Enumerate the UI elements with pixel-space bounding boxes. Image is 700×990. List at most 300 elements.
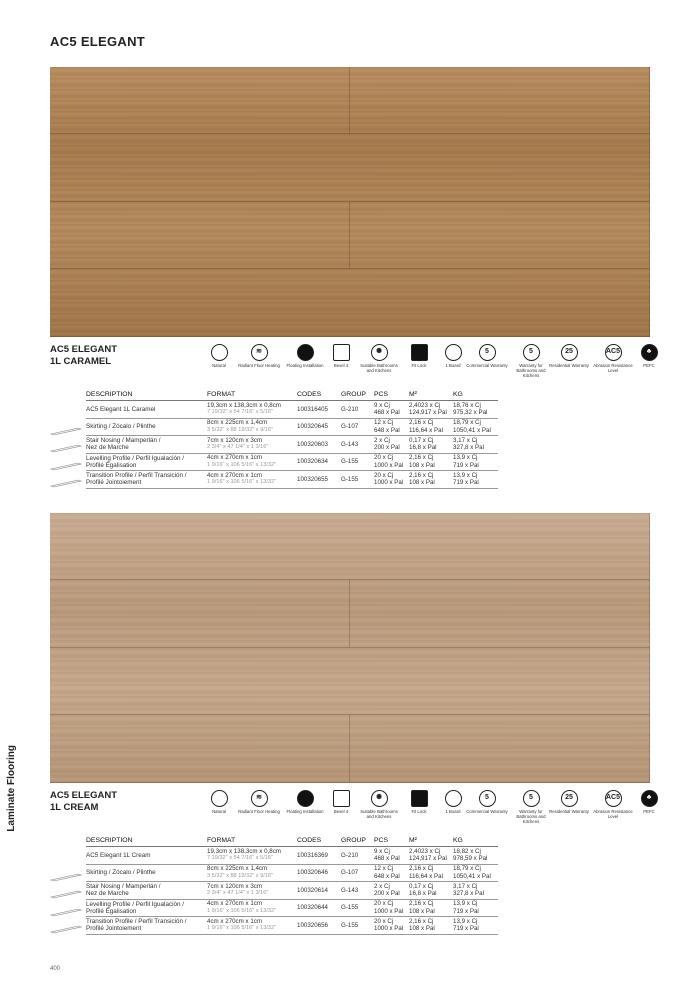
cell-desc [86,455,207,469]
cell-code [297,852,341,859]
cell-line: 100320603 [297,440,328,448]
cell-code [297,904,341,911]
cell-line: 3,17 x Cj [453,882,478,890]
cell-line: 0,17 x Cj [409,882,434,890]
cell-m2 [409,472,453,487]
bathrooms-kitchens-icon-item [358,344,400,373]
column-header: GROUP [341,391,366,398]
cell-line: 200 x Pal [374,444,400,452]
table-row [86,847,498,865]
table-row [86,865,498,883]
fit-lock-icon [411,344,428,361]
bathroom-kitchen-warranty-icon: 5 [523,344,540,361]
cell-line: 2 x Cj [374,882,390,890]
cell-line: Profilé Égalisation [86,461,137,469]
cell-line: 100320645 [297,423,328,431]
floating-installation-icon [297,790,314,807]
cell-grp [341,922,374,929]
cell-line: 1000 x Pal [374,479,404,487]
cell-line: 2,16 x Cj [409,917,434,925]
cell-kg [453,437,498,452]
cell-pcs [374,419,409,434]
cell-line: 7cm x 120cm x 3cm [207,436,263,444]
table-header [86,837,498,847]
cell-line: 975,32 x Pal [453,409,488,417]
cell-code [297,441,341,448]
natural-icon-item [198,344,240,368]
column-header: FORMAT [207,391,236,398]
cell-kg [453,454,498,469]
cell-kg [453,883,498,898]
profile-thumbnail [50,423,82,433]
cell-line: 1000 x Pal [374,907,404,915]
cell-line: 1 9/16" x 106 5/16" x 13/32" [207,907,277,914]
pefc-icon: ♣ [641,790,658,807]
cell-m2 [409,402,453,417]
cell-line: 3 5/32" x 88 19/32" x 9/16" [207,426,273,433]
bathrooms-kitchens-icon-item [358,790,400,819]
cell-fmt [207,848,297,863]
cell-m2 [409,900,453,915]
cell-fmt [207,472,297,487]
column-header: PCS [374,837,388,844]
cell-grp [341,476,374,483]
natural-icon [211,790,228,807]
cell-fmt [207,402,297,417]
cell-line: 116,64 x Pal [409,872,443,880]
cell-fmt [207,918,297,933]
column-header: FORMAT [207,837,236,844]
cell-kg [453,472,498,487]
cell-kg [453,419,498,434]
pefc-icon-item [628,344,670,368]
cell-line: Stair Nosing / Mamperlán / [86,437,161,445]
cell-line: 13,9 x Cj [453,900,478,908]
cell-line: AC5 Elegant 1L Cream [86,851,151,859]
cell-line: 327,8 x Pal [453,444,484,452]
cell-line: 2,4023 x Cj [409,401,441,409]
cell-line: 2,16 x Cj [409,454,434,462]
cell-line: 8cm x 225cm x 1,4cm [207,865,268,873]
natural-icon [211,344,228,361]
cell-line: 13,9 x Cj [453,454,478,462]
fit-lock-icon [411,790,428,807]
cell-kg [453,848,498,863]
cell-line: 468 x Pal [374,855,400,863]
cell-m2 [409,918,453,933]
cell-line: 124,917 x Pal [409,855,447,863]
profile-thumbnail [50,869,82,879]
bevel-icon [333,790,350,807]
cell-code [297,406,341,413]
cell-line: 100320634 [297,458,328,466]
column-header: DESCRIPTION [86,837,133,844]
table-row [86,882,498,900]
profile-thumbnail [50,904,82,914]
column-header: M² [409,391,417,398]
cell-pcs [374,437,409,452]
cell-line: 1 9/16" x 106 5/16" x 13/32" [207,461,277,468]
cell-code [297,458,341,465]
cell-kg [453,900,498,915]
spec-table-cream [86,837,498,935]
icon-label: Bevel 4 [333,363,349,368]
cell-kg [453,402,498,417]
cell-grp [341,458,374,465]
cell-line: 18,82 x Cj [453,847,481,855]
profile-thumbnail [50,475,82,485]
bathroom-kitchen-warranty-icon: 5 [523,790,540,807]
cell-line: G-155 [341,458,359,466]
commercial-warranty-icon: 5 [479,344,496,361]
table-row [86,900,498,918]
table-row [86,454,498,472]
cell-line: Nez de Marche [86,890,129,898]
cell-line: 108 x Pal [409,479,435,487]
cell-desc [86,918,207,932]
one-board-icon [445,790,462,807]
cell-line: Nez de Marche [86,444,129,452]
cell-line: AC5 Elegant 1L Caramel [86,405,156,413]
cell-line: 648 x Pal [374,872,400,880]
side-label [6,745,20,855]
table-row [86,917,498,935]
cell-grp [341,852,374,859]
cell-line: 108 x Pal [409,907,435,915]
cell-fmt [207,419,297,434]
cell-m2 [409,454,453,469]
cell-line: 100320644 [297,904,328,912]
cell-line: 13,9 x Cj [453,471,478,479]
profile-thumbnail [50,886,82,896]
icon-label: Residential Warranty [549,363,589,368]
radiant-floor-heating-icon-item [238,344,280,368]
cell-line: 2,16 x Cj [409,471,434,479]
cell-line: 2,4023 x Cj [409,847,441,855]
cell-line: 2,16 x Cj [409,900,434,908]
cell-grp [341,441,374,448]
icon-label: Natural [212,809,226,814]
cell-pcs [374,402,409,417]
cell-line: G-143 [341,440,359,448]
cell-grp [341,406,374,413]
cell-line: 116,64 x Pal [409,426,443,434]
cell-line: G-155 [341,904,359,912]
cell-line: 648 x Pal [374,426,400,434]
cell-line: 7 19/32" x 54 7/16" x 5/16" [207,855,273,862]
table-row [86,436,498,454]
cell-line: 4cm x 270cm x 1cm [207,471,263,479]
cell-line: 108 x Pal [409,461,435,469]
cell-line: 468 x Pal [374,409,400,417]
cell-line: 9 x Cj [374,847,390,855]
cell-line: 100320646 [297,869,328,877]
cell-line: 200 x Pal [374,890,400,898]
feature-icons-cream [198,790,656,830]
cell-line: 3,17 x Cj [453,436,478,444]
profile-thumbnail [50,440,82,450]
product-name-line2: 1L CREAM [50,802,99,813]
cell-line: 719 x Pal [453,461,479,469]
cell-kg [453,865,498,880]
cell-line: 12 x Cj [374,865,394,873]
residential-warranty-icon: 25 [561,790,578,807]
cell-grp [341,423,374,430]
icon-label: Residential Warranty [549,809,589,814]
cell-line: 1050,41 x Pal [453,872,491,880]
cell-code [297,887,341,894]
cell-line: G-143 [341,886,359,894]
cell-fmt [207,865,297,880]
icon-label: Commercial Warranty [466,363,508,368]
cell-line: 9 x Cj [374,401,390,409]
table-row [86,471,498,489]
cell-m2 [409,419,453,434]
cell-line: G-155 [341,921,359,929]
cell-line: 100320655 [297,475,328,483]
icon-label: 1 Board [445,809,461,814]
icon-label: Commercial Warranty [466,809,508,814]
cell-pcs [374,865,409,880]
cell-line: 0,17 x Cj [409,436,434,444]
cell-line: G-107 [341,869,359,877]
bevel-icon [333,344,350,361]
cell-code [297,922,341,929]
cell-line: G-155 [341,475,359,483]
cell-line: G-210 [341,851,359,859]
cell-desc [86,406,207,413]
cell-line: Skirting / Zócalo / Plinthe [86,423,156,431]
icon-label: Bevel 4 [333,809,349,814]
cell-line: 719 x Pal [453,907,479,915]
column-header: CODES [297,391,322,398]
icon-label: 1 Board [445,363,461,368]
cell-line: 1000 x Pal [374,461,404,469]
icon-label: Natural [212,363,226,368]
cell-line: 2,16 x Cj [409,865,434,873]
icon-label: Abrasion Resistance Level [593,363,633,373]
cell-code [297,476,341,483]
icon-label: PEFC [643,809,655,814]
bathroom-kitchen-warranty-icon-item [510,344,552,378]
floating-installation-icon [297,344,314,361]
cell-line: 100316405 [297,405,328,413]
radiant-floor-heating-icon: ≋ [251,790,268,807]
cell-line: 16,8 x Pal [409,890,437,898]
cell-line: 18,76 x Cj [453,401,481,409]
icon-label: Suitable Bathrooms and Kitchens [360,809,398,819]
spec-table-caramel [86,391,498,489]
icon-label: Warranty for Bathrooms and Kitchens [516,809,546,824]
commercial-warranty-icon: 5 [479,790,496,807]
cell-line: 7cm x 120cm x 3cm [207,882,263,890]
cell-line: 20 x Cj [374,454,394,462]
cell-line: 108 x Pal [409,925,435,933]
cell-desc [86,423,207,430]
column-header: DESCRIPTION [86,391,133,398]
cell-desc [86,472,207,486]
cell-pcs [374,454,409,469]
cell-line: 20 x Cj [374,917,394,925]
cell-pcs [374,472,409,487]
cell-line: 18,79 x Cj [453,865,481,873]
cell-line: 719 x Pal [453,925,479,933]
table-row [86,419,498,437]
cell-line: 100320656 [297,921,328,929]
residential-warranty-icon: 25 [561,344,578,361]
column-header: KG [453,391,463,398]
radiant-floor-heating-icon-item [238,790,280,814]
icon-label: Fit Lock [411,363,427,368]
cell-kg [453,918,498,933]
cell-line: 4cm x 270cm x 1cm [207,900,263,908]
icon-label: Radiant Floor Heating [238,809,280,814]
cell-pcs [374,918,409,933]
cell-desc [86,869,207,876]
cell-fmt [207,437,297,452]
cell-line: 2 3/4" x 47 1/4" x 1 3/16" [207,890,269,897]
cell-line: 4cm x 270cm x 1cm [207,454,263,462]
natural-icon-item [198,790,240,814]
icon-label: Fit Lock [411,809,427,814]
commercial-warranty-icon-item [466,790,508,814]
bathrooms-kitchens-icon: ✺ [371,344,388,361]
cell-pcs [374,900,409,915]
icon-label: Floating Installation [286,363,324,368]
cell-line: 13,9 x Cj [453,917,478,925]
cell-code [297,869,341,876]
abrasion-resistance-icon: AC5 [605,790,622,807]
page-number: 400 [50,966,61,972]
cell-line: 100320614 [297,886,328,894]
cell-line: Profilé Égalisation [86,907,137,915]
column-header: PCS [374,391,388,398]
column-header: KG [453,837,463,844]
cell-line: 2,16 x Cj [409,419,434,427]
cell-line: 8cm x 225cm x 1,4cm [207,419,268,427]
cell-line: 2 3/4" x 47 1/4" x 1 3/16" [207,444,269,451]
cell-line: 1 9/16" x 106 5/16" x 13/32" [207,925,277,932]
cell-line: 978,59 x Pal [453,855,488,863]
profile-thumbnail [50,921,82,931]
cell-line: Profilé Jointoiement [86,925,142,933]
one-board-icon [445,344,462,361]
cell-line: 1050,41 x Pal [453,426,491,434]
icon-label: Floating Installation [286,809,324,814]
cell-pcs [374,883,409,898]
icon-label: Warranty for Bathrooms and Kitchens [516,363,546,378]
cell-line: Profilé Jointoiement [86,479,142,487]
cell-desc [86,883,207,897]
wood-photo-cream [50,513,650,783]
cell-grp [341,869,374,876]
cell-line: 19,3cm x 138,3cm x 0,8cm [207,847,281,855]
cell-line: 16,8 x Pal [409,444,437,452]
cell-desc [86,852,207,859]
residential-warranty-icon-item [548,790,590,814]
cell-fmt [207,900,297,915]
cell-line: 327,8 x Pal [453,890,484,898]
cell-line: Stair Nosing / Mamperlán / [86,883,161,891]
cell-line: 1 9/16" x 106 5/16" x 13/32" [207,479,277,486]
cell-m2 [409,848,453,863]
cell-line: 7 19/32" x 54 7/16" x 5/16" [207,409,273,416]
cell-line: G-210 [341,405,359,413]
cell-line: 3 5/32" x 88 19/32" x 9/16" [207,872,273,879]
cell-line: 12 x Cj [374,419,394,427]
residential-warranty-icon-item [548,344,590,368]
cell-code [297,423,341,430]
cell-line: 124,917 x Pal [409,409,447,417]
cell-line: Levelling Profile / Perfil Igualación / [86,900,185,908]
radiant-floor-heating-icon: ≋ [251,344,268,361]
pefc-icon: ♣ [641,344,658,361]
cell-grp [341,904,374,911]
cell-line: Transition Profile / Perfil Transición / [86,918,187,926]
cell-m2 [409,883,453,898]
icon-label: PEFC [643,363,655,368]
side-label-text: Laminate Flooring [6,745,17,832]
pefc-icon-item [628,790,670,814]
cell-line: G-107 [341,423,359,431]
product-name-cream [50,790,117,814]
column-header: CODES [297,837,322,844]
feature-icons-caramel [198,344,656,384]
cell-line: 719 x Pal [453,479,479,487]
cell-line: 20 x Cj [374,900,394,908]
wood-photo-caramel [50,67,650,337]
commercial-warranty-icon-item [466,344,508,368]
abrasion-resistance-icon: AC5 [605,344,622,361]
product-name-line1: AC5 ELEGANT [50,790,118,801]
table-header [86,391,498,401]
column-header: M² [409,837,417,844]
cell-m2 [409,437,453,452]
cell-line: 1000 x Pal [374,925,404,933]
bathrooms-kitchens-icon: ✺ [371,790,388,807]
cell-line: 100316369 [297,851,328,859]
cell-fmt [207,883,297,898]
icon-label: Radiant Floor Heating [238,363,280,368]
cell-m2 [409,865,453,880]
cell-line: 4cm x 270cm x 1cm [207,917,263,925]
cell-line: Skirting / Zócalo / Plinthe [86,869,156,877]
cell-line: Levelling Profile / Perfil Igualación / [86,454,185,462]
column-header: GROUP [341,837,366,844]
bevel-icon-item [320,344,362,368]
product-name-line2: 1L CARAMEL [50,356,112,367]
page-title: AC5 ELEGANT [50,34,146,49]
cell-desc [86,901,207,915]
cell-line: 19,3cm x 138,3cm x 0,8cm [207,401,281,409]
product-name-caramel [50,344,117,368]
cell-grp [341,887,374,894]
cell-line: 2 x Cj [374,436,390,444]
cell-line: 18,79 x Cj [453,419,481,427]
bathroom-kitchen-warranty-icon-item [510,790,552,824]
cell-pcs [374,848,409,863]
table-row [86,401,498,419]
profile-thumbnail [50,458,82,468]
icon-label: Abrasion Resistance Level [593,809,633,819]
cell-fmt [207,454,297,469]
cell-line: 20 x Cj [374,471,394,479]
bevel-icon-item [320,790,362,814]
cell-line: Transition Profile / Perfil Transición / [86,472,187,480]
icon-label: Suitable Bathrooms and Kitchens [360,363,398,373]
product-name-line1: AC5 ELEGANT [50,344,118,355]
cell-desc [86,437,207,451]
